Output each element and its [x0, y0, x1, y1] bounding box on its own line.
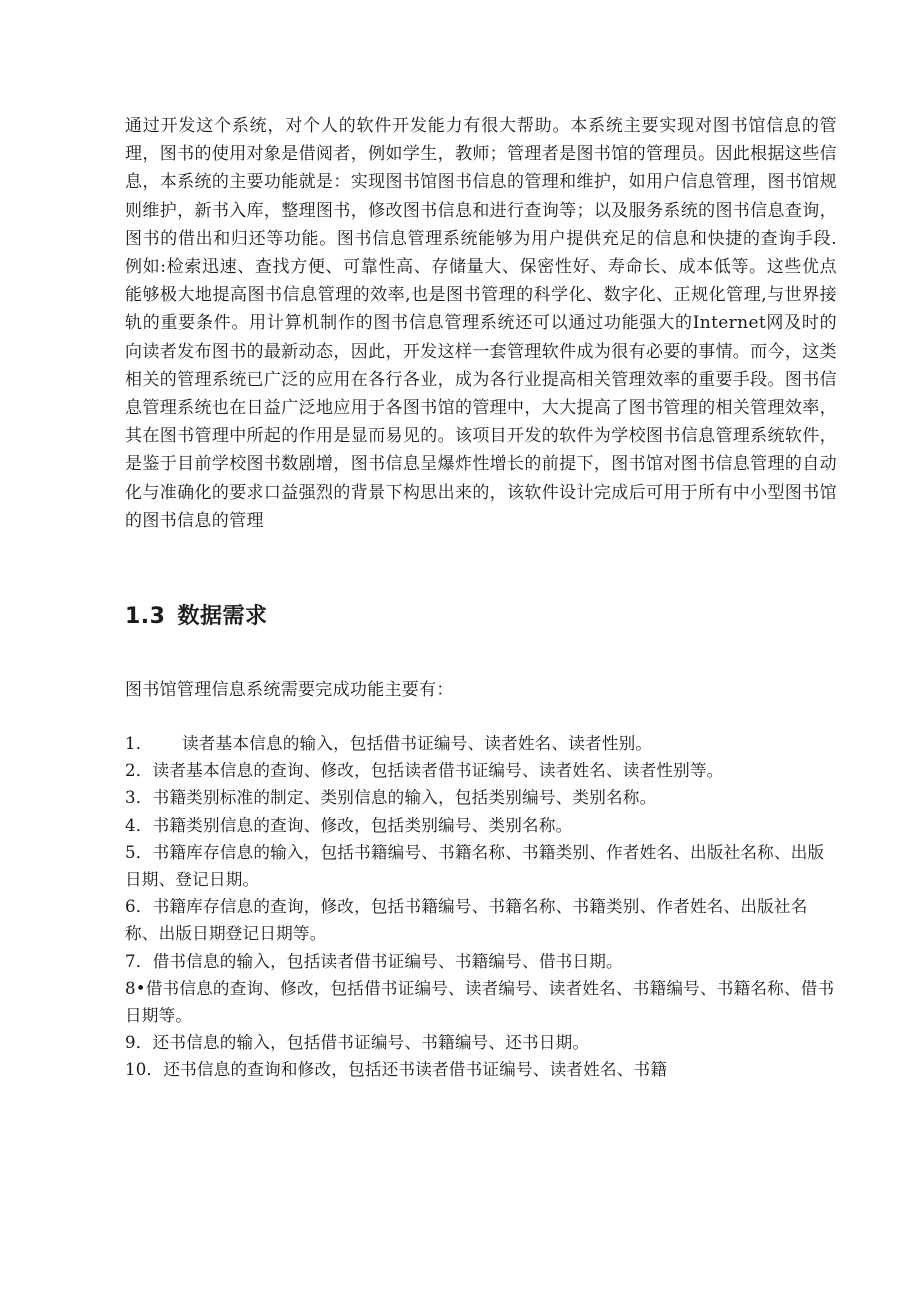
item-number: 8•	[125, 978, 146, 998]
item-text: 书籍库存信息的查询，修改，包括书籍编号、书籍名称、书籍类别、作者姓名、出版社名称、出版日期登记日期等。	[125, 897, 808, 944]
item-number: 6．	[125, 897, 153, 917]
list-item	[125, 812, 837, 839]
section-title: 数据需求	[177, 604, 268, 629]
list-item	[125, 975, 837, 1029]
item-text: 读者基本信息的查询、修改，包括读者借书证编号、读者姓名、读者性别等。	[152, 761, 724, 781]
item-text: 读者基本信息的输入，包括借书证编号、读者姓名、读者性别。	[182, 734, 653, 753]
section-heading	[125, 602, 268, 632]
requirements-lead: 图书馆管理信息系统需要完成功能主要有：	[125, 680, 454, 700]
item-number: 7．	[125, 951, 153, 971]
item-text: 书籍类别标准的制定、类别信息的输入，包括类别编号、类别名称。	[152, 788, 657, 808]
item-number: 10．	[125, 1060, 164, 1080]
list-item	[125, 948, 837, 975]
item-text: 还书信息的输入，包括借书证编号、书籍编号、还书日期。	[152, 1033, 590, 1053]
list-item	[125, 730, 837, 757]
item-number: 2．	[125, 761, 153, 781]
requirements-list	[125, 730, 837, 1084]
item-text: 书籍类别信息的查询、修改，包括类别编号、类别名称。	[152, 815, 573, 835]
intro-paragraph: 通过开发这个系统，对个人的软件开发能力有很大帮助。本系统主要实现对图书馆信息的管理，图书的使用对象是借阅者，例如学生，教师；管理者是图书馆的管理员。因此根据这些信息，本系统的主要功能就是：实现图书馆图书信息的管理和维护，如用户信息管理，图书馆规则维护，新书入库，整理图书，修改图书信息和进行查询等；以及服务系统的图书信息查询，图书的借出和归还等功能。图书信息管理系统能够为用户提供充足的信息和快捷的查询手段.例如:检索迅速、查找方便、可靠性高、存储量大、保密性好、寿命长、成本低等。这些优点能够极大地提高图书信息管理的效率,也是图书管理的科学化、数字化、正规化管理,与世界接轨的重要条件。用计算机制作的图书信息管理系统还可以通过功能强大的Internet网及时的向读者发布图书的最新动态，因此，开发这样一套管理软件成为很有必要的事情。而今，这类相关的管理系统已广泛的应用在各行各业，成为各行业提高相关管理效率的重要手段。图书信息管理系统也在日益广泛地应用于各图书馆的管理中，大大提高了图书管理的相关管理效率，其在图书管理中所起的作用是显而易见的。该项目开发的软件为学校图书信息管理系统软件，是鉴于目前学校图书数剧增，图书信息呈爆炸性增长的前提下，图书馆对图书信息管理的自动化与准确化的要求口益强烈的背景下构思出来的，该软件设计完成后可用于所有中小型图书馆的图书信息的管理	[125, 116, 837, 531]
item-number: 4．	[125, 815, 153, 835]
item-text: 借书信息的查询、修改，包括借书证编号、读者编号、读者姓名、书籍编号、书籍名称、借书日期等。	[125, 978, 835, 1026]
item-text: 还书信息的查询和修改，包括还书读者借书证编号、读者姓名、书籍	[163, 1060, 668, 1080]
section-number: 1.3	[125, 604, 166, 629]
item-number: 1．	[125, 734, 153, 753]
list-item	[125, 893, 837, 947]
list-item	[125, 757, 837, 784]
item-number: 9．	[125, 1033, 153, 1053]
list-item	[125, 1029, 837, 1056]
item-text: 书籍库存信息的输入，包括书籍编号、书籍名称、书籍类别、作者姓名、出版社名称、出版日期、登记日期。	[125, 842, 825, 890]
item-number: 3．	[125, 788, 153, 808]
item-number: 5．	[125, 842, 153, 862]
list-item	[125, 784, 837, 811]
list-item	[125, 839, 837, 893]
list-item	[125, 1056, 837, 1083]
item-text: 借书信息的输入，包括读者借书证编号、书籍编号、借书日期。	[152, 951, 623, 971]
